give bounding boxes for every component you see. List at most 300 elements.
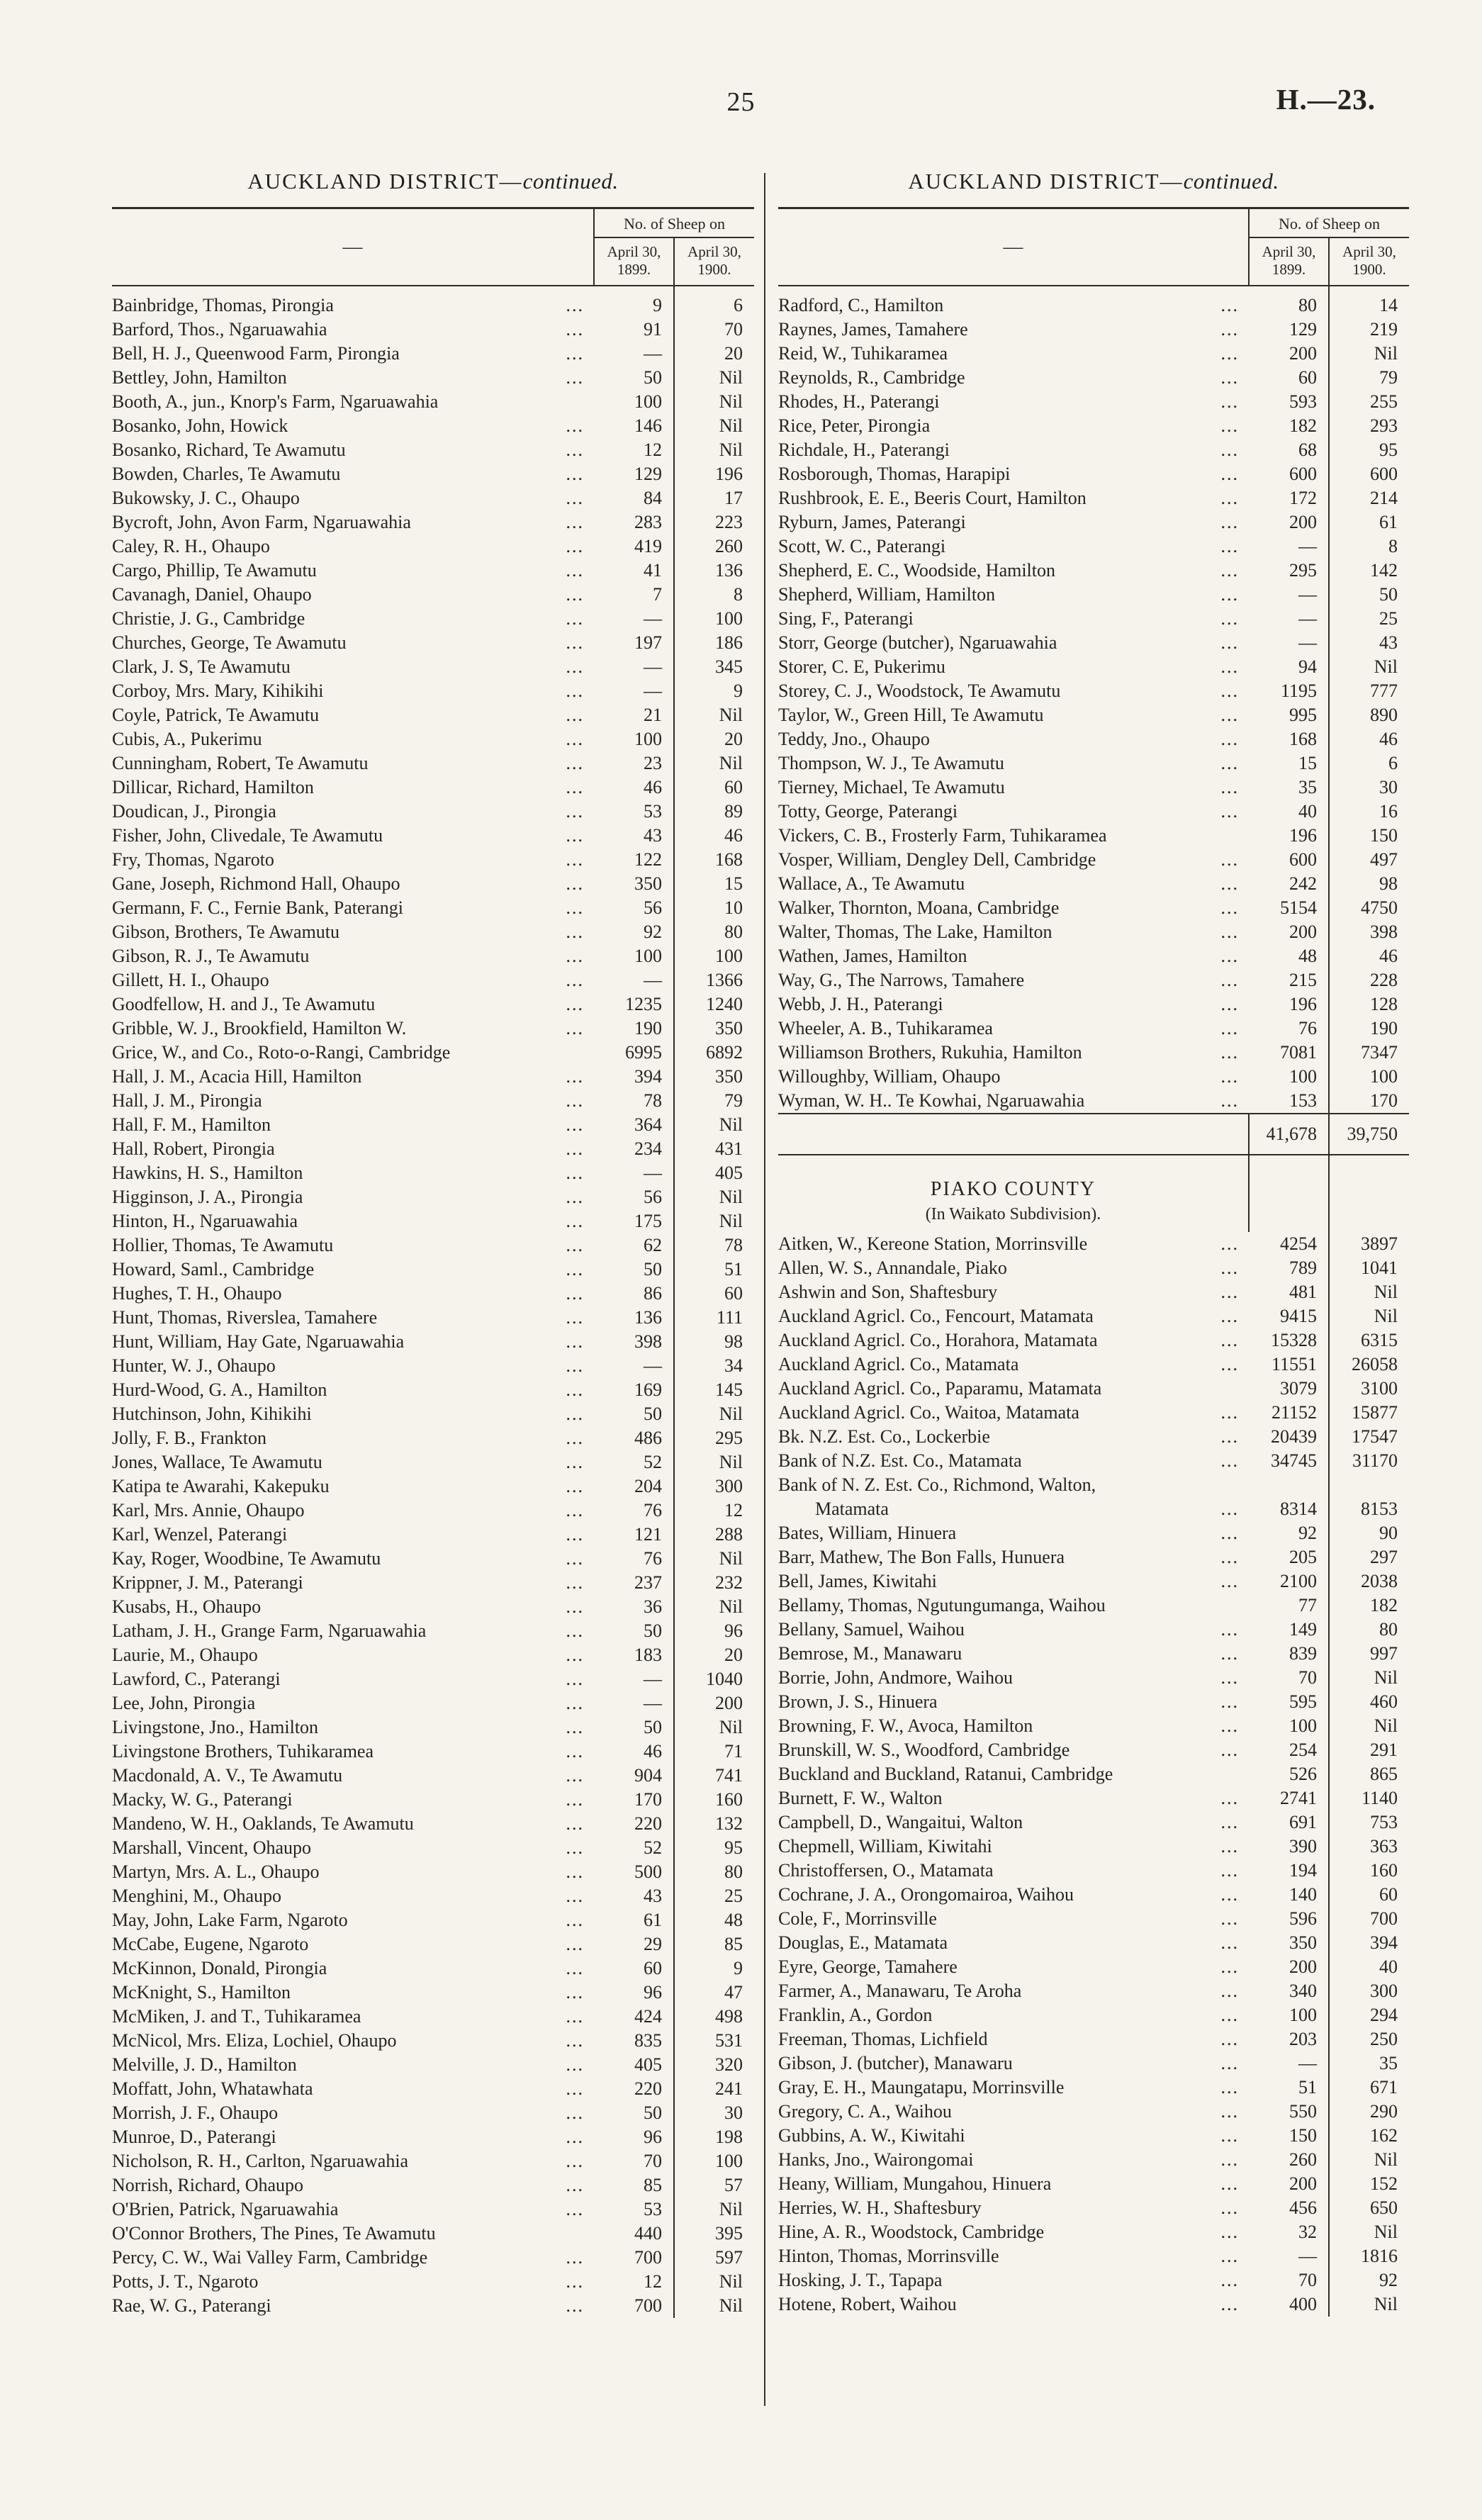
leader-dots: ... xyxy=(566,2054,584,2075)
owner-name-cell xyxy=(778,1041,1249,1065)
sheep-count-1900: 12 xyxy=(724,1500,743,1521)
owner-name: Allen, W. S., Annandale, Piako xyxy=(778,1258,1007,1278)
sheep-count-1900: 31170 xyxy=(1352,1450,1398,1471)
sheep-count-1900: 228 xyxy=(1370,970,1398,990)
sheep-count-1900: Nil xyxy=(719,391,743,412)
owner-name: Grice, W., and Co., Roto-o-Rangi, Cambridge xyxy=(112,1042,451,1063)
sheep-count-1899: 456 xyxy=(1249,2196,1329,2220)
table-row xyxy=(778,607,1409,631)
owner-name: Rhodes, H., Paterangi xyxy=(778,391,940,412)
owner-name: May, John, Lake Farm, Ngaroto xyxy=(112,1910,348,1930)
district-heading-left-main: AUCKLAND DISTRICT— xyxy=(247,169,523,194)
table-row xyxy=(112,1836,754,1860)
leader-dots: ... xyxy=(1220,367,1239,388)
owner-name-cell xyxy=(112,1306,594,1330)
sheep-count-1900: 100 xyxy=(715,946,743,966)
owner-name: Browning, F. W., Avoca, Hamilton xyxy=(778,1715,1033,1736)
table-row xyxy=(112,1691,754,1715)
owner-name: Moffatt, John, Whatawhata xyxy=(112,2078,313,2099)
table-row xyxy=(112,559,754,583)
sheep-count-1899: 94 xyxy=(1249,655,1329,679)
table-row xyxy=(112,1065,754,1089)
owner-name: Storr, George (butcher), Ngaruawahia xyxy=(778,632,1057,653)
sheep-count-1900: 168 xyxy=(715,849,743,870)
sheep-count-1900: Nil xyxy=(719,2271,743,2292)
table-row xyxy=(778,2292,1409,2317)
leader-dots: ... xyxy=(566,946,584,966)
owner-name: Churches, George, Te Awamutu xyxy=(112,632,347,653)
sheep-count-1900: 80 xyxy=(724,1861,743,1882)
sheep-count-1899: — xyxy=(594,1691,674,1715)
owner-name: Teddy, Jno., Ohaupo xyxy=(778,729,930,749)
owner-name-cell xyxy=(778,2051,1249,2076)
leader-dots: ... xyxy=(566,656,584,677)
sheep-count-1899: 50 xyxy=(594,1619,674,1643)
owner-name-cell xyxy=(778,1955,1249,1979)
leader-dots: ... xyxy=(1220,994,1239,1014)
table-row xyxy=(112,1089,754,1113)
sheep-count-1899: 20439 xyxy=(1249,1425,1329,1449)
sheep-count-1899: 122 xyxy=(594,848,674,872)
sheep-count-1899: 96 xyxy=(594,2125,674,2149)
owner-name: Reynolds, R., Cambridge xyxy=(778,367,965,388)
owner-name-cell xyxy=(778,751,1249,775)
leader-dots: ... xyxy=(566,1741,584,1762)
table-row xyxy=(112,1715,754,1740)
leader-dots: ... xyxy=(566,2078,584,2099)
sheep-count-1900: 405 xyxy=(715,1163,743,1183)
sheep-count-1900: 294 xyxy=(1370,2005,1398,2025)
table-row xyxy=(778,2172,1409,2196)
table-row xyxy=(778,318,1409,342)
table-row xyxy=(112,1378,754,1402)
owner-name-cell xyxy=(112,2270,594,2294)
leader-dots: ... xyxy=(566,729,584,749)
sheep-count-1900: 9 xyxy=(734,1958,743,1978)
sheep-count-1900: Nil xyxy=(1374,1715,1398,1736)
table-row xyxy=(778,872,1409,896)
sheep-count-1900: Nil xyxy=(719,2295,743,2316)
sheep-count-1899: 242 xyxy=(1249,872,1329,896)
owner-name-cell xyxy=(112,2029,594,2053)
leader-dots: ... xyxy=(1220,2053,1239,2073)
sheep-count-1900: 260 xyxy=(715,536,743,556)
owner-name-cell xyxy=(778,631,1249,655)
sheep-count-1900: 34 xyxy=(724,1355,743,1376)
owner-name-cell xyxy=(778,1089,1249,1114)
owner-name-cell xyxy=(778,1835,1249,1859)
sheep-count-1900: 219 xyxy=(1370,319,1398,340)
owner-name: Bosanko, Richard, Te Awamutu xyxy=(112,439,346,460)
column-header-1900-right: April 30, 1900. xyxy=(1329,237,1409,286)
sheep-count-1900: 162 xyxy=(1370,2125,1398,2146)
owner-name-cell xyxy=(112,1981,594,2005)
leader-dots: ... xyxy=(1220,1233,1239,1254)
sheep-count-1900: 60 xyxy=(724,777,743,797)
owner-name-cell xyxy=(112,1474,594,1499)
sheep-count-1900: 4750 xyxy=(1361,897,1398,918)
owner-name: Walker, Thornton, Moana, Cambridge xyxy=(778,897,1060,918)
owner-name: Macky, W. G., Paterangi xyxy=(112,1789,293,1810)
owner-name-cell xyxy=(112,751,594,775)
table-row xyxy=(778,2148,1409,2172)
page-number: 25 xyxy=(726,87,756,117)
sheep-count-1900: 30 xyxy=(1379,777,1398,797)
owner-name: Shepherd, E. C., Woodside, Hamilton xyxy=(778,560,1056,581)
owner-name-cell xyxy=(112,1956,594,1981)
leader-dots: ... xyxy=(1220,1740,1239,1760)
sheep-count-1900: 1140 xyxy=(1361,1788,1398,1808)
owner-name: Gubbins, A. W., Kiwitahi xyxy=(778,2125,965,2146)
table-row xyxy=(112,1113,754,1137)
sheep-count-1899: 593 xyxy=(1249,390,1329,414)
sheep-count-1899: 146 xyxy=(594,414,674,438)
leader-dots: ... xyxy=(566,1572,584,1593)
table-row xyxy=(778,1835,1409,1859)
leader-dots: ... xyxy=(566,2199,584,2219)
leader-dots: ... xyxy=(1220,536,1239,556)
owner-name-cell xyxy=(112,1233,594,1258)
owner-name-cell xyxy=(778,510,1249,534)
owner-name-cell xyxy=(778,1883,1249,1907)
owner-name-cell xyxy=(112,1426,594,1450)
sheep-count-1899: 596 xyxy=(1249,1907,1329,1931)
owner-name: Hunt, Thomas, Riverslea, Tamahere xyxy=(112,1307,378,1328)
table-row xyxy=(112,1956,754,1981)
table-row xyxy=(112,1426,754,1450)
owner-name-cell xyxy=(778,1907,1249,1931)
sheep-count-1899: 440 xyxy=(594,2222,674,2246)
sheep-count-1900: 95 xyxy=(724,1837,743,1858)
sheep-count-1899: 394 xyxy=(594,1065,674,1089)
sheep-count-1900: Nil xyxy=(1374,2149,1398,2170)
table-row xyxy=(112,1450,754,1474)
table-row xyxy=(112,920,754,944)
owner-name: McKinnon, Donald, Pirongia xyxy=(112,1958,327,1978)
table-row xyxy=(778,944,1409,968)
owner-name: Wathen, James, Hamilton xyxy=(778,946,967,966)
owner-name-cell xyxy=(778,1065,1249,1089)
sheep-count-1899: 419 xyxy=(594,534,674,559)
owner-name-cell xyxy=(778,2268,1249,2292)
sheep-count-1899: 50 xyxy=(594,2101,674,2125)
sheep-count-1899: 7 xyxy=(594,583,674,607)
table-row xyxy=(112,2173,754,2197)
table-header-right xyxy=(778,208,1409,286)
leader-dots: ... xyxy=(1220,801,1239,822)
owner-name: Bell, James, Kiwitahi xyxy=(778,1571,937,1591)
owner-name: Bemrose, M., Manawaru xyxy=(778,1643,962,1664)
owner-name-cell xyxy=(112,534,594,559)
sheep-count-1900: 394 xyxy=(1370,1932,1398,1953)
table-row xyxy=(112,1523,754,1547)
sheep-count-1900: Nil xyxy=(1374,343,1398,364)
leader-dots: ... xyxy=(566,1476,584,1496)
owner-name-cell xyxy=(778,607,1249,631)
sheep-count-1900: Nil xyxy=(719,753,743,773)
owner-name: Sing, F., Paterangi xyxy=(778,608,914,629)
sheep-count-1900: 460 xyxy=(1370,1691,1398,1712)
owner-name: McKnight, S., Hamilton xyxy=(112,1982,291,2003)
sheep-count-1900: 190 xyxy=(1370,1018,1398,1038)
owner-name: Totty, George, Paterangi xyxy=(778,801,958,822)
table-row xyxy=(112,342,754,366)
owner-name-cell xyxy=(778,1618,1249,1642)
leader-dots: ... xyxy=(1220,2125,1239,2146)
sheep-count-1899: 295 xyxy=(1249,559,1329,583)
owner-name: Hall, F. M., Hamilton xyxy=(112,1114,271,1135)
owner-name: Hinton, Thomas, Morrinsville xyxy=(778,2246,999,2266)
table-row xyxy=(112,1209,754,1233)
sheep-count-1899: 789 xyxy=(1249,1256,1329,1280)
owner-name-cell xyxy=(112,944,594,968)
leader-dots: ... xyxy=(566,2127,584,2147)
owner-name: Aitken, W., Kereone Station, Morrinsville xyxy=(778,1233,1088,1254)
owner-name: Cavanagh, Daniel, Ohaupo xyxy=(112,584,312,605)
sheep-count-1899: 700 xyxy=(594,2294,674,2318)
owner-name-cell xyxy=(112,703,594,727)
sheep-count-1899: 200 xyxy=(1249,510,1329,534)
sheep-count-1899: 85 xyxy=(594,2173,674,2197)
sheep-count-1900: 100 xyxy=(715,2151,743,2171)
sheep-count-1899: 691 xyxy=(1249,1810,1329,1835)
sheep-count-1899: 48 xyxy=(1249,944,1329,968)
sheep-count-1899: 203 xyxy=(1249,2027,1329,2051)
owner-name-cell xyxy=(778,775,1249,800)
sheep-count-1899: 149 xyxy=(1249,1618,1329,1642)
leader-dots: ... xyxy=(1220,512,1239,532)
leader-dots: ... xyxy=(1220,681,1239,701)
sheep-count-1899: 91 xyxy=(594,318,674,342)
leader-dots: ... xyxy=(1220,2294,1239,2314)
owner-name: Percy, C. W., Wai Valley Farm, Cambridge xyxy=(112,2247,428,2268)
leader-dots: ... xyxy=(1220,729,1239,749)
owner-name: Barr, Mathew, The Bon Falls, Hunuera xyxy=(778,1547,1065,1567)
owner-name-cell xyxy=(112,824,594,848)
owner-name: Jones, Wallace, Te Awamutu xyxy=(112,1452,322,1472)
owner-name-cell xyxy=(112,1715,594,1740)
leader-dots: ... xyxy=(566,753,584,773)
table-row xyxy=(778,462,1409,486)
sheep-count-1900: 293 xyxy=(1370,415,1398,436)
owner-name-cell xyxy=(778,534,1249,559)
owner-name-cell xyxy=(778,1714,1249,1738)
leader-dots: ... xyxy=(566,2247,584,2268)
leader-dots: ... xyxy=(1220,415,1239,436)
owner-name: Buckland and Buckland, Ratanui, Cambridge xyxy=(778,1764,1113,1784)
owner-name: Gregory, C. A., Waihou xyxy=(778,2101,952,2122)
table-row xyxy=(778,1569,1409,1594)
owner-name-cell xyxy=(778,2124,1249,2148)
table-row xyxy=(112,286,754,318)
owner-name-cell xyxy=(778,992,1249,1017)
owner-name-cell xyxy=(778,1017,1249,1041)
sheep-count-1899: 76 xyxy=(1249,1017,1329,1041)
sheep-count-1899: 3079 xyxy=(1249,1377,1329,1401)
sheep-count-1899: 9 xyxy=(594,286,674,318)
owner-name: Goodfellow, H. and J., Te Awamutu xyxy=(112,994,376,1014)
sheep-count-1899: 481 xyxy=(1249,1280,1329,1304)
table-row xyxy=(778,2051,1409,2076)
owner-name: Rushbrook, E. E., Beeris Court, Hamilton xyxy=(778,488,1087,508)
owner-name-cell xyxy=(112,2101,594,2125)
owner-name-cell xyxy=(112,286,594,318)
owner-name: Vickers, C. B., Frosterly Farm, Tuhikaramea xyxy=(778,825,1107,846)
owner-name-cell xyxy=(778,1666,1249,1690)
owner-name: Bettley, John, Hamilton xyxy=(112,367,287,388)
leader-dots: ... xyxy=(566,1066,584,1087)
table-row xyxy=(778,2268,1409,2292)
county-title: PIAKO COUNTY xyxy=(778,1155,1249,1202)
owner-name: Christoffersen, O., Matamata xyxy=(778,1860,994,1881)
sheep-count-1899: 904 xyxy=(594,1764,674,1788)
owner-name: Hall, J. M., Acacia Hill, Hamilton xyxy=(112,1066,362,1087)
sheep-count-1899: 53 xyxy=(594,2197,674,2222)
sheep-count-1900: Nil xyxy=(719,1596,743,1617)
district-total-row xyxy=(778,1114,1409,1155)
owner-name: Laurie, M., Ohaupo xyxy=(112,1645,258,1665)
owner-name: Hine, A. R., Woodstock, Cambridge xyxy=(778,2222,1045,2242)
sheep-count-1899: 700 xyxy=(594,2246,674,2270)
leader-dots: ... xyxy=(1220,2270,1239,2290)
owner-name-cell xyxy=(112,1089,594,1113)
leader-dots: ... xyxy=(566,681,584,701)
sheep-table-left xyxy=(112,207,754,2318)
county-title-row xyxy=(778,1155,1409,1202)
sheep-table-right xyxy=(778,207,1409,2317)
sheep-count-1899: 190 xyxy=(594,1017,674,1041)
owner-name: Katipa te Awarahi, Kakepuku xyxy=(112,1476,330,1496)
leader-dots: ... xyxy=(1220,1908,1239,1929)
owner-name-cell xyxy=(112,2149,594,2173)
table-row xyxy=(778,1232,1409,1256)
leader-dots: ... xyxy=(1220,2197,1239,2218)
sheep-count-1899: 600 xyxy=(1249,462,1329,486)
sheep-count-1900: Nil xyxy=(719,1404,743,1424)
owner-name-cell xyxy=(778,486,1249,510)
leader-dots: ... xyxy=(1220,632,1239,653)
owner-name-cell xyxy=(778,2292,1249,2317)
sheep-count-1899: — xyxy=(594,342,674,366)
sheep-count-1900: 128 xyxy=(1370,994,1398,1014)
owner-name-cell xyxy=(112,1041,594,1065)
header-row-group-right xyxy=(778,208,1409,238)
leader-dots: ... xyxy=(1220,656,1239,677)
sheep-count-1899: 197 xyxy=(594,631,674,655)
table-row xyxy=(112,1619,754,1643)
sheep-count-1900: 60 xyxy=(1379,1884,1398,1905)
table-row xyxy=(112,1185,754,1209)
table-row xyxy=(778,703,1409,727)
sheep-count-1900: 100 xyxy=(1370,1066,1398,1087)
leader-dots: ... xyxy=(566,1934,584,1954)
sheep-count-1899: 53 xyxy=(594,800,674,824)
owner-name-cell xyxy=(112,655,594,679)
owner-name-cell xyxy=(112,486,594,510)
leader-dots: ... xyxy=(566,849,584,870)
owner-name: Lee, John, Pirongia xyxy=(112,1693,256,1713)
owner-name-cell xyxy=(112,1932,594,1956)
sheep-count-1900: 111 xyxy=(716,1307,743,1328)
leader-dots: ... xyxy=(566,922,584,942)
sheep-count-1899: 1235 xyxy=(594,992,674,1017)
leader-dots: ... xyxy=(1220,1523,1239,1543)
owner-name-cell xyxy=(778,1377,1249,1401)
owner-name: Bell, H. J., Queenwood Farm, Pirongia xyxy=(112,343,400,364)
sheep-count-1900: Nil xyxy=(719,367,743,388)
county-subtitle: (In Waikato Subdivision). xyxy=(778,1202,1249,1232)
table-row xyxy=(778,1786,1409,1810)
table-row xyxy=(112,607,754,631)
owner-name-cell xyxy=(778,1569,1249,1594)
leader-dots: ... xyxy=(1220,1836,1239,1857)
sheep-count-1900: 10 xyxy=(724,897,743,918)
sheep-count-1900 xyxy=(1329,1473,1409,1497)
sheep-count-1899: 68 xyxy=(1249,438,1329,462)
owner-name-cell xyxy=(778,800,1249,824)
owner-name-cell xyxy=(778,1256,1249,1280)
owner-name-cell xyxy=(112,1402,594,1426)
table-row xyxy=(778,968,1409,992)
sheep-count-1900: 150 xyxy=(1370,825,1398,846)
owner-name-cell xyxy=(778,872,1249,896)
sheep-count-1899: 52 xyxy=(594,1836,674,1860)
owner-name: Cochrane, J. A., Orongomairoa, Waihou xyxy=(778,1884,1074,1905)
table-row xyxy=(778,1521,1409,1545)
table-row xyxy=(778,390,1409,414)
owner-name: Shepherd, William, Hamilton xyxy=(778,584,996,605)
owner-name: Bellamy, Thomas, Ngutungumanga, Waihou xyxy=(778,1595,1106,1615)
owner-name-cell xyxy=(112,1812,594,1836)
owner-name-cell xyxy=(112,968,594,992)
sheep-count-1899: 86 xyxy=(594,1282,674,1306)
sheep-count-1900: 395 xyxy=(715,2223,743,2244)
leader-dots: ... xyxy=(566,1018,584,1038)
leader-dots: ... xyxy=(566,1379,584,1400)
owner-name: Borrie, John, Andmore, Waihou xyxy=(778,1667,1014,1688)
owner-name-cell xyxy=(112,1137,594,1161)
table-row xyxy=(778,583,1409,607)
leader-dots: ... xyxy=(566,1428,584,1448)
owner-name: Eyre, George, Tamahere xyxy=(778,1956,958,1977)
table-row xyxy=(112,390,754,414)
sheep-count-1899: 600 xyxy=(1249,848,1329,872)
sheep-count-1900: 865 xyxy=(1370,1764,1398,1784)
leader-dots: ... xyxy=(1220,1643,1239,1664)
owner-name-cell xyxy=(778,944,1249,968)
sheep-count-1900: 2038 xyxy=(1361,1571,1398,1591)
owner-name: Hall, J. M., Pirongia xyxy=(112,1090,262,1111)
leader-dots: ... xyxy=(1220,1402,1239,1423)
owner-name-cell xyxy=(778,1425,1249,1449)
table-row xyxy=(778,824,1409,848)
sheep-count-1900: 17 xyxy=(724,488,743,508)
sheep-count-1900: Nil xyxy=(719,415,743,436)
table-row xyxy=(112,1402,754,1426)
leader-dots: ... xyxy=(1220,2005,1239,2025)
table-row xyxy=(112,2246,754,2270)
leader-dots: ... xyxy=(1220,1812,1239,1832)
leader-dots: ... xyxy=(566,970,584,990)
sheep-count-1900: 25 xyxy=(724,1886,743,1906)
table-row xyxy=(778,1425,1409,1449)
owner-name: Potts, J. T., Ngaroto xyxy=(112,2271,259,2292)
owner-name-cell xyxy=(112,607,594,631)
sheep-count-1899: 80 xyxy=(1249,286,1329,318)
sheep-count-1899: — xyxy=(594,968,674,992)
sheep-count-1899: 56 xyxy=(594,896,674,920)
sheep-count-1899: 60 xyxy=(1249,366,1329,390)
